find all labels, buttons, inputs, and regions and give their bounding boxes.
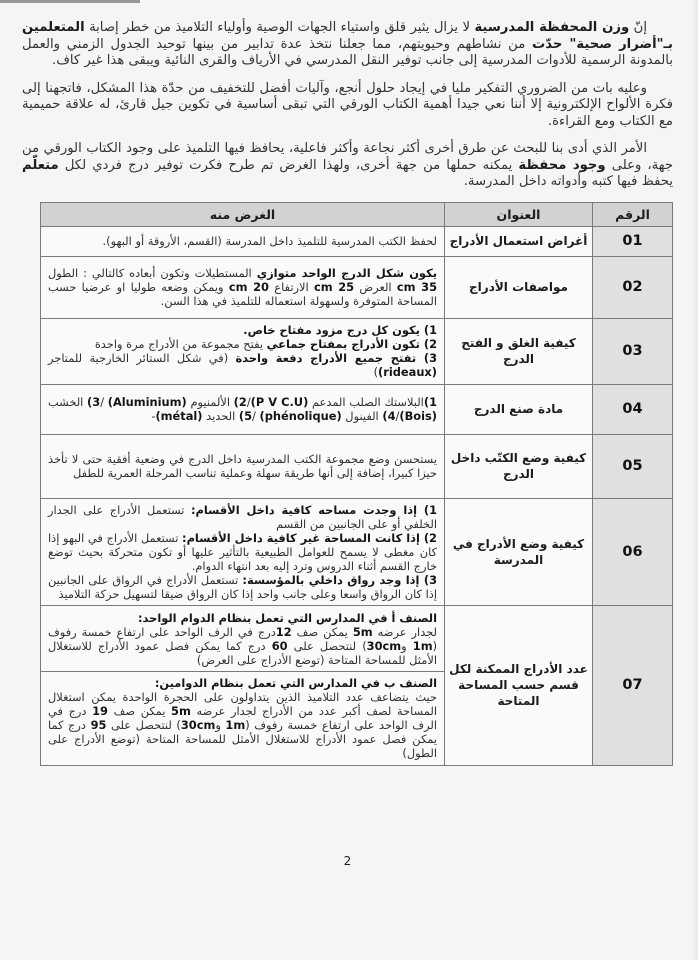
row-title: كيفية الغلق و الفتح الدرج — [445, 318, 593, 384]
table-header-row — [41, 202, 673, 226]
purpose-line: 1) إذا وجدت مساحه كافية داخل الأقسام: تستعمل الأدراج على الجدار الخلفي أو على الجانبين من القسم — [48, 502, 437, 531]
row-number: 07 — [593, 605, 673, 765]
intro-paragraphs — [22, 20, 673, 191]
row-purpose — [41, 226, 445, 256]
table-row — [41, 605, 673, 765]
intro-paragraph: إنّ وزن المحفظة المدرسية لا يزال يثير قلق واستياء الجهات الوصية وأولياء التلاميذ من خطر إصابة المتعلمين بـ"أضرار صحية" حدّت من نشاطهم وحيويتهم، مما جعلنا نتخذ عدة تدابير من بينها توحيد الجدول الزمني والعمل بالمدونة الرسمية للأدوات المدرسية إلى جانب توفير النقل المدرسي في الأرياف والقرى النائية ويبقى هذا غير كاف. — [22, 20, 673, 68]
row-title: أغراض استعمال الأدراج — [445, 226, 593, 256]
row-title: كيفية وضع الكتّب داخل الدرج — [445, 434, 593, 498]
section-divider — [41, 671, 444, 672]
header-title: العنوان — [445, 202, 593, 226]
drawers-spec-table — [40, 202, 673, 766]
page-number: 2 — [343, 853, 352, 868]
table-row — [41, 434, 673, 498]
purpose-line: يستحسن وضع مجموعة الكتب المدرسية داخل الدرج في وضعية أفقية حتى لا تأخذ حيزا كبيرا، إضافة إلى أنها طريقة سهلة وعملية تناسب المرحلة العمرية للطفل — [48, 452, 437, 480]
purpose-line: 2) إذا كانت المساحة غير كافية داخل الأقسام: تستعمل الأدراج في البهو إذا كان مغطى لا يسمح للعوامل الطبيعية بالتأثير عليها أو تكون متحركة بحيث توضع خارج القسم أثناء الدروس وترد إليه بعد انتهاء الدوام. — [48, 530, 437, 573]
row-title: مادة صنع الدرج — [445, 384, 593, 434]
row-number: 06 — [593, 498, 673, 605]
scan-shadow-edge — [692, 0, 698, 960]
row-purpose — [41, 256, 445, 318]
row-purpose — [41, 384, 445, 434]
purpose-line: 1) يكون كل درج مزود مفتاح خاص. — [243, 323, 437, 337]
purpose-line: 2) تكون الأدراج بمفتاح جماعي يفتح مجموعة من الأدراج مرة واحدة — [94, 337, 437, 351]
scan-edge-artifact — [0, 0, 140, 3]
row-number: 02 — [593, 256, 673, 318]
purpose-line: الصنف أ في المدارس التي تعمل بنظام الدوام الواحد: — [138, 610, 437, 625]
purpose-line: 1)البلاستك الصلب المدعم (P V C.U)/2) الألمنيوم (Aluminium) /3) الخشب (Bois)/4) الفينول (phénolique) /5) الحديد (métal)- — [48, 395, 437, 423]
row-purpose — [41, 605, 445, 765]
purpose-line: 3) تفتح جميع الأدراج دفعة واحدة (في شكل الستائر الخارجية للمتاجر (rideaux)) — [48, 351, 437, 379]
row-title: مواصفات الأدراج — [445, 256, 593, 318]
table-row — [41, 498, 673, 605]
table-row — [41, 226, 673, 256]
table-row — [41, 318, 673, 384]
purpose-line: يكون شكل الدرج الواحد متوازي المستطيلات وتكون أبعاده كالتالي : الطول 35 cm العرض 25 cm الارتفاع 20 cm ويمكن وضعه طوليا او عرضيا حسب المساحة المتوفرة ولسهولة استعماله للتلميذ في هذا السن. — [48, 266, 438, 308]
purpose-line: 3) إذا وجد رواق داخلي بالمؤسسة: تستعمل الأدراج في الرواق على الجانبين إذا كان الرواق واسعا وعلى جانب واحد إذا كان الرواق ضيقا لتسهيل حركة التلاميذ — [48, 572, 437, 601]
purpose-line: الصنف ب في المدارس التي تعمل بنظام الدوامين: — [154, 675, 437, 690]
row-number: 05 — [593, 434, 673, 498]
row-purpose — [41, 434, 445, 498]
intro-paragraph: الأمر الذي أدى بنا للبحث عن طرق أخرى أكثر نجاعة وأكثر فاعلية، يحافظ فيها التلميذ على وجود الكتاب الورقي من جهة، وعلى وجود محفظة يمكنه حملها من جهة أخرى، ولهذا الغرض تم طرح فكرت توفير درج فردي لكل متعلّم يحفظ فيها كتبه وأدواته داخل المدرسة. — [22, 141, 673, 189]
header-purpose: الغرض منه — [41, 202, 445, 226]
row-title: عدد الأدراج الممكنة لكل قسم حسب المساحة المتاحة — [445, 605, 593, 765]
header-number: الرقم — [593, 202, 673, 226]
row-purpose — [41, 498, 445, 605]
table-row — [41, 384, 673, 434]
purpose-line: لجدار عرضه 5m يمكن صف 12درج في الرف الواحد على ارتفاع خمسة رفوف (1m و30cm) لنتحصل على 60 درج كما يمكن فصل عمود الأدراج للاستغلال الأمثل للمساحة المتاحة (توضع الأدراج على العرض) — [48, 624, 438, 667]
row-number: 04 — [593, 384, 673, 434]
table-row — [41, 256, 673, 318]
purpose-line: حيث يتضاعف عدد التلاميذ الذين يتداولون على الحجرة الواحدة يمكن استغلال المساحة لصف أكبر عدد من الأدراج لجدار عرضه 5m يمكن صف 19 درج في الرف الواحد على ارتفاع خمسة رفوف (1m و30cm) لنتحصل على 95 درج كما يمكن فصل عمود الأدراج للاستغلال الأمثل للمساحة المتاحة (توضع الأدراج على الطول) — [48, 689, 437, 760]
row-purpose — [41, 318, 445, 384]
row-title: كيفية وضع الأدراج في المدرسة — [445, 498, 593, 605]
row-number: 01 — [593, 226, 673, 256]
row-number: 03 — [593, 318, 673, 384]
table-body — [41, 226, 673, 765]
intro-paragraph: وعليه بات من الضروري التفكير مليا في إيجاد حلول أنجع، وآليات أفضل للتخفيف من حدّة هذا المشكل، فاتجهنا إلى فكرة الألواح الإلكترونية إلا أننا نعي جيدا أهمية الكتاب الورقي التي تبقى أساسية في تكوين جيل قارئ، له علاقة حميمية مع الكتاب ومع القراءة. — [22, 80, 673, 129]
purpose-line: لحفظ الكتب المدرسية للتلميذ داخل المدرسة (القسم، الأروقة أو البهو). — [102, 234, 437, 248]
